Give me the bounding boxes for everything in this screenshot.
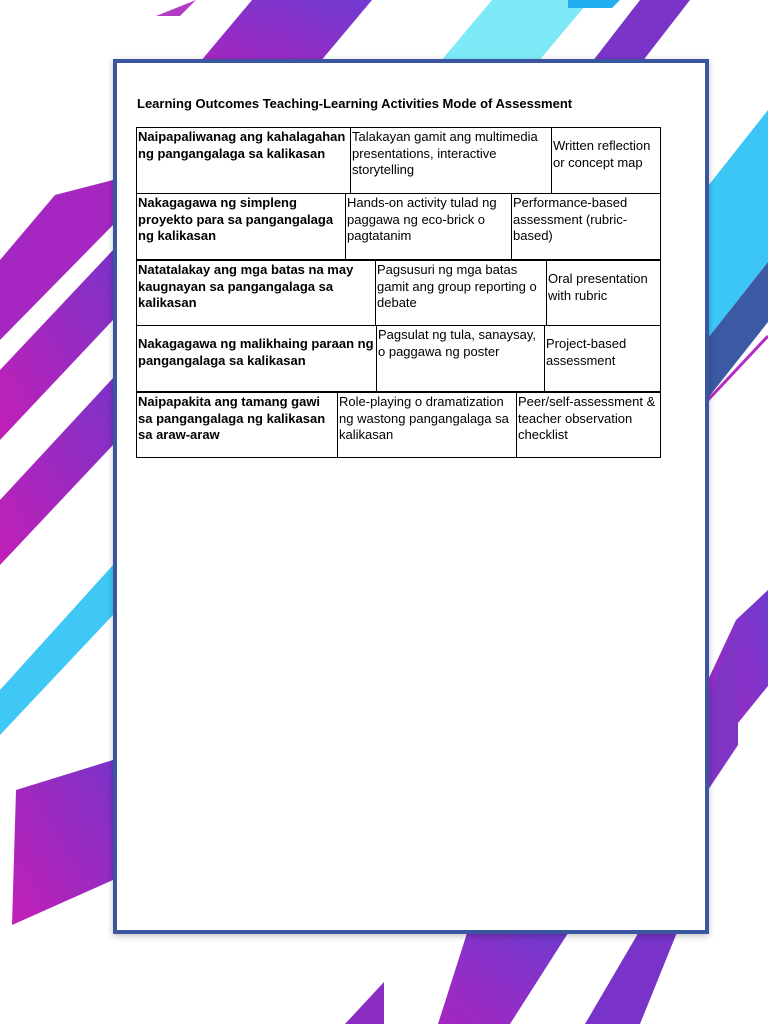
outcome-cell: Natatalakay ang mga batas na may kaugnayan sa pangangalaga sa kalikasan (138, 262, 354, 310)
shape-bottom-purple-right (585, 930, 678, 1024)
shape-top-cyan-band (440, 0, 590, 62)
outcome-cell: Naipapaliwanag ang kahalagahan ng pangangalaga sa kalikasan (138, 129, 346, 161)
assessment-cell: Written reflection or concept map (551, 128, 660, 193)
assessment-cell: Peer/self-assessment & teacher observation checklist (516, 393, 660, 457)
activity-cell: Pagsulat ng tula, sanaysay, o paggawa ng poster (376, 326, 544, 391)
assessment-cell: Performance-based assessment (rubric-based) (511, 194, 660, 259)
shape-bottom-purple-mid (438, 930, 570, 1024)
table-row (136, 127, 661, 194)
shape-top-magenta-small (156, 0, 196, 16)
outcomes-table (136, 127, 661, 458)
table-row (136, 193, 661, 260)
activity-cell: Hands-on activity tulad ng paggawa ng eco-brick o pagtatanim (345, 194, 511, 259)
table-row (136, 259, 661, 326)
shape-top-cyan-small (568, 0, 620, 8)
activity-cell: Role-playing o dramatization ng wastong pangangalaga sa kalikasan (337, 393, 516, 457)
table-row (136, 391, 661, 458)
document-page (113, 59, 709, 934)
table-heading: Learning Outcomes Teaching-Learning Activities Mode of Assessment (137, 96, 573, 111)
activity-cell: Pagsusuri ng mga batas gamit ang group reporting o debate (375, 261, 546, 325)
outcome-cell: Naipapakita ang tamang gawi sa pangangalaga ng kalikasan sa araw-araw (138, 394, 326, 442)
outcome-cell: Nakagagawa ng malikhaing paraan ng pangangalaga sa kalikasan (138, 336, 374, 368)
shape-top-purple-band (200, 0, 372, 62)
outcome-cell: Nakagagawa ng simpleng proyekto para sa pangangalaga ng kalikasan (138, 195, 334, 243)
shape-left-cyan (0, 565, 113, 735)
shape-left-magenta-3 (12, 760, 113, 925)
shape-right-purple-mid (708, 620, 738, 790)
shape-bottom-purple-left (345, 982, 384, 1024)
shape-top-purple-right (592, 0, 690, 62)
activity-cell: Talakayan gamit ang multimedia presentations, interactive storytelling (350, 128, 551, 193)
assessment-cell: Oral presentation with rubric (546, 261, 660, 325)
assessment-cell: Project-based assessment (544, 326, 660, 391)
table-row (136, 325, 661, 392)
